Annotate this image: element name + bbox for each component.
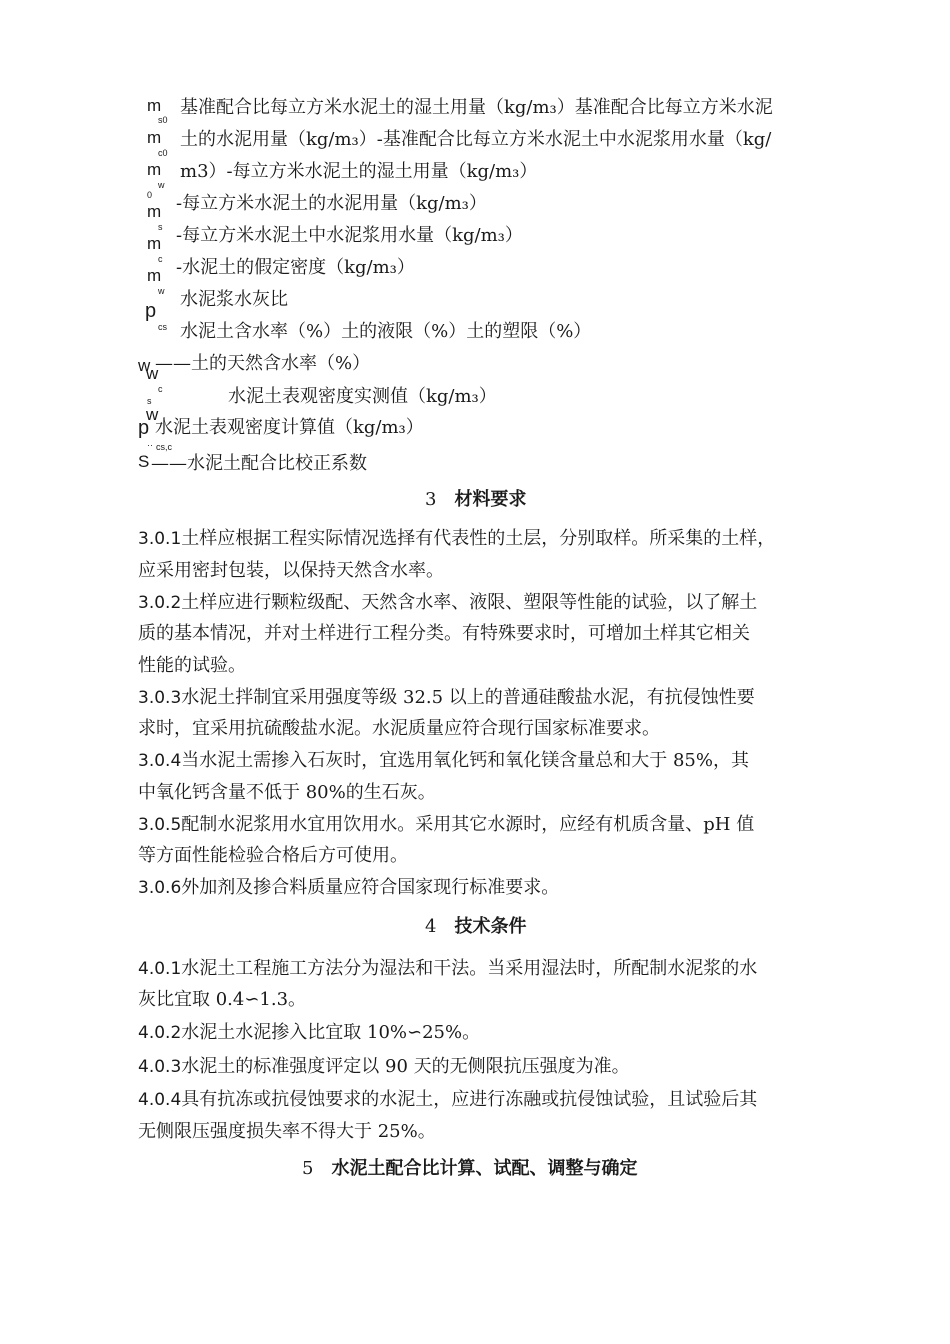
list-item-continuation: 无侧限压强度损失率不得大于 25%。 xyxy=(138,1121,436,1142)
list-item: 4.0.1水泥土工程施工方法分为湿法和干法。当采用湿法时，所配制水泥浆的水 xyxy=(138,958,758,979)
definition-line: ——水泥土配合比校正系数 xyxy=(151,453,367,474)
definition-line: 水泥土表观密度实测值（kg/m₃） xyxy=(228,386,497,407)
section-heading xyxy=(425,915,526,939)
list-item-continuation: 中氧化钙含量不低于 80%的生石灰。 xyxy=(138,782,436,803)
section-number: 3 xyxy=(425,489,437,510)
symbol-m: m xyxy=(147,96,162,115)
list-item: 3.0.4当水泥土需掺入石灰时，宜选用氧化钙和氧化镁含量总和大于 85%，其 xyxy=(138,750,749,771)
section-heading xyxy=(302,1157,637,1181)
section-title: 材料要求 xyxy=(454,489,527,510)
subscript: w xyxy=(158,286,165,296)
symbol-w: w xyxy=(146,405,159,424)
list-item: 3.0.5配制水泥浆用水宜用饮用水。采用其它水源时，应经有机质含量、pH 值 xyxy=(138,814,755,835)
list-item-continuation: 等方面性能检验合格后方可使用。 xyxy=(138,845,408,866)
list-item: 3.0.1土样应根据工程实际情况选择有代表性的土层，分别取样。所采集的土样， xyxy=(138,528,776,549)
definition-line: 基准配合比每立方米水泥土的湿土用量（kg/m₃）基准配合比每立方米水泥 xyxy=(180,97,773,118)
definition-line: ——土的天然含水率（%） xyxy=(155,353,371,374)
list-item: 3.0.2土样应进行颗粒级配、天然含水率、液限、塑限等性能的试验，以了解土 xyxy=(138,592,758,613)
subscript: w xyxy=(158,180,165,190)
section-heading xyxy=(425,488,526,512)
symbol-m: m xyxy=(147,128,162,147)
subscript: cs xyxy=(158,322,167,332)
list-item: 3.0.3水泥土拌制宜采用强度等级 32.5 以上的普通硅酸盐水泥，有抗侵蚀性要 xyxy=(138,687,755,708)
list-item: 4.0.2水泥土水泥掺入比宜取 10%∽25%。 xyxy=(138,1022,481,1043)
section-title: 技术条件 xyxy=(454,916,527,937)
definition-line: 土的水泥用量（kg/m₃）-基准配合比每立方米水泥土中水泥浆用水量（kg/ xyxy=(180,129,772,150)
symbol-m: m xyxy=(147,266,162,285)
section-number: 4 xyxy=(425,916,437,937)
subscript: 0 xyxy=(147,190,153,200)
symbol-w: w xyxy=(138,356,151,375)
list-item-continuation: 求时，宜采用抗硫酸盐水泥。水泥质量应符合现行国家标准要求。 xyxy=(138,718,660,739)
symbol-p: p xyxy=(145,300,157,322)
section-title: 水泥土配合比计算、试配、调整与确定 xyxy=(331,1158,638,1179)
definition-line: -每立方米水泥土的水泥用量（kg/m₃） xyxy=(176,193,487,214)
subscript: s xyxy=(147,396,152,406)
subscript: s0 xyxy=(158,115,168,125)
section-number: 5 xyxy=(302,1158,314,1179)
definition-line: 水泥浆水灰比 xyxy=(180,289,288,310)
subscript: c0 xyxy=(158,148,168,158)
list-item-continuation: 灰比宜取 0.4∽1.3。 xyxy=(138,989,307,1010)
definition-line: -每立方米水泥土中水泥浆用水量（kg/m₃） xyxy=(176,225,523,246)
list-item-continuation: 应采用密封包装，以保持天然含水率。 xyxy=(138,560,444,581)
subscript: cs,c xyxy=(156,442,173,452)
definition-line: m3）-每立方米水泥土的湿土用量（kg/m₃） xyxy=(180,161,538,182)
symbol-s: S xyxy=(138,452,150,471)
symbol-w: w xyxy=(146,364,159,383)
subscript: c xyxy=(158,384,163,394)
list-item-continuation: 性能的试验。 xyxy=(138,655,246,676)
list-item: 3.0.6外加剂及掺合料质量应符合国家现行标准要求。 xyxy=(138,877,560,898)
subscript: ·· xyxy=(147,440,153,450)
list-item: 4.0.3水泥土的标准强度评定以 90 天的无侧限抗压强度为准。 xyxy=(138,1056,630,1077)
symbol-m: m xyxy=(147,202,162,221)
definition-line: 水泥土含水率（%）土的液限（%）土的塑限（%） xyxy=(180,321,592,342)
subscript: s xyxy=(158,222,163,232)
subscript: c xyxy=(158,254,163,264)
list-item-continuation: 质的基本情况，并对土样进行工程分类。有特殊要求时，可增加土样其它相关 xyxy=(138,623,750,644)
symbol-m: m xyxy=(147,160,162,179)
definition-line: 水泥土表观密度计算值（kg/m₃） xyxy=(155,417,424,438)
symbol-p: p xyxy=(138,417,150,439)
symbol-m: m xyxy=(147,234,162,253)
definition-line: -水泥土的假定密度（kg/m₃） xyxy=(176,257,415,278)
list-item: 4.0.4具有抗冻或抗侵蚀要求的水泥土，应进行冻融或抗侵蚀试验，且试验后其 xyxy=(138,1089,758,1110)
